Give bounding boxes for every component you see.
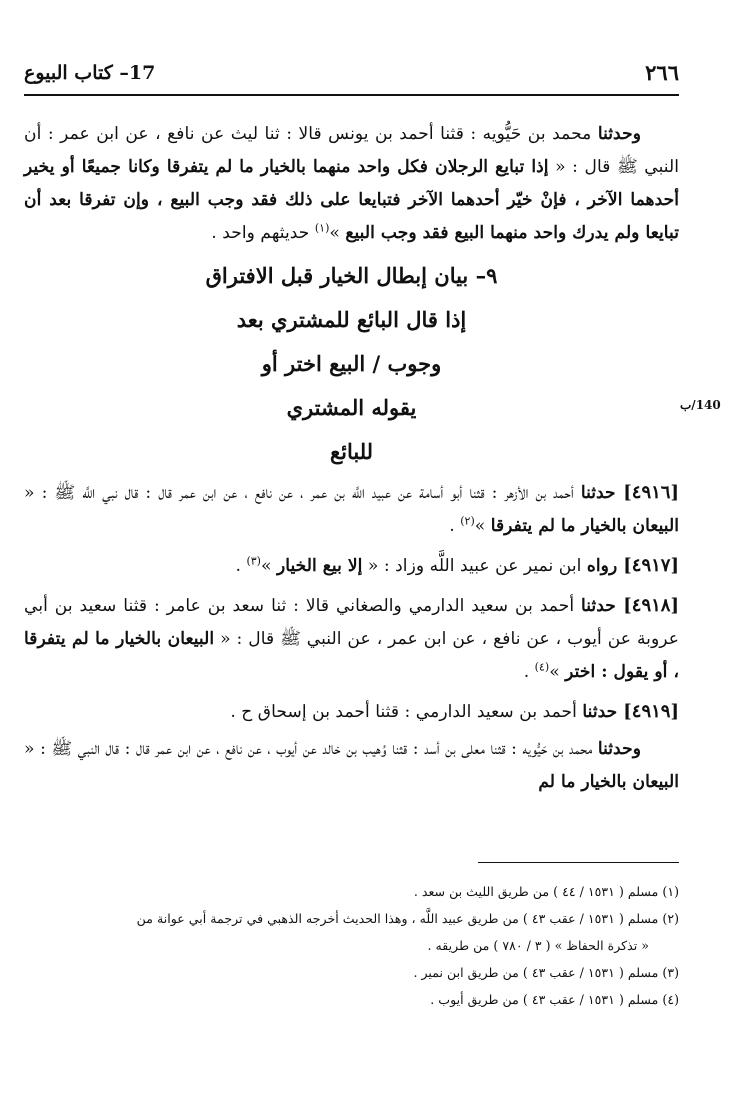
hadith-chain: ابن نمير عن عبيد اللَّه وزاد : « <box>362 556 587 576</box>
hadith-opener: حدثنا <box>582 702 624 722</box>
hadith-opener: حدثنا <box>581 596 624 616</box>
footnote-ref-3: (٣) <box>246 554 261 568</box>
section-heading-line: ٩– بيان إبطال الخيار قبل الافتراق <box>205 263 498 288</box>
intro-close: » <box>329 223 346 243</box>
section-heading-line: يقوله المشتري <box>286 395 417 420</box>
hadith-4919 <box>24 695 679 729</box>
hadith-4918 <box>24 589 679 689</box>
hadith-tail: . <box>235 556 247 576</box>
header-rule <box>24 94 679 96</box>
closing-matn: البيعان بالخيار ما لم <box>538 772 679 792</box>
footnote-continuation: « تذكرة الحفاظ » ( ٣ / ٧٨٠ ) من طريقه . <box>427 938 649 953</box>
footnote: (٢) مسلم ( ١٥٣١ / عقب ٤٣ ) من طريق عبيد اللَّه ، وهذا الحديث أخرجه الذهبي في ترجمة أبي عوانة من <box>136 911 679 926</box>
closing-chain: محمد بن حَيُّويه : قثنا معلى بن أسد : قثنا وُهيب بن خالد عن أيوب ، عن نافع ، عن ابن عمر قال : قال النبي ﷺ : « <box>24 739 598 759</box>
footnote: (٣) مسلم ( ١٥٣١ / عقب ٤٣ ) من طريق ابن نمير . <box>413 965 679 980</box>
footnote: (١) مسلم ( ١٥٣١ / ٤٤ ) من طريق الليث بن سعد . <box>413 884 679 899</box>
hadith-number: [٤٩١٦] <box>623 482 679 503</box>
main-text <box>24 118 679 799</box>
hadith-number: [٤٩١٩] <box>623 701 679 722</box>
hadith-chain: أحمد بن سعيد الدارمي : قثنا أحمد بن إسحاق ح . <box>230 702 583 722</box>
hadith-opener: حدثنا <box>580 483 624 503</box>
intro-chain: محمد بن حَيُّويه : قثنا أحمد بن يونس قالا : ثنا ليث عن نافع ، عن ابن عمر : أن النبي ﷺ قال : « <box>24 124 679 177</box>
intro-paragraph <box>24 118 679 250</box>
running-header <box>24 58 679 94</box>
closing-opener: وحدثنا <box>597 739 641 759</box>
hadith-matn: إلا بيع الخيار <box>276 556 363 576</box>
section-heading-line: إذا قال البائع للمشتري بعد <box>236 307 467 332</box>
section-heading-line: وجوب / البيع اختر أو <box>261 351 442 376</box>
footnote-ref-4: (٤) <box>534 660 550 674</box>
intro-opener: وحدثنا <box>597 124 641 144</box>
section-heading-line: للبائع <box>329 439 374 464</box>
hadith-number: [٤٩١٨] <box>623 595 679 616</box>
footnote-ref-2: (٢) <box>460 514 475 528</box>
hadith-opener: رواه <box>586 556 624 576</box>
closing-paragraph <box>24 733 679 799</box>
hadith-4916 <box>24 476 679 543</box>
hadith-matn: البيعان بالخيار ما لم يتفرقا <box>490 516 679 536</box>
footnotes <box>24 878 679 1013</box>
intro-matn: إذا تبايع الرجلان فكل واحد منهما بالخيار ما لم يتفرقا وكانا جميعًا أو يخير أحدهما الآخر ، فإنْ خيّر أحدهما الآخر فتبايعا على ذلك فقد وجب البيع ، وإن تفرقا بعد أن تبايعا ولم يدرك واحد منهما البيع فقد وجب البيع <box>24 157 679 243</box>
page-number: ٢٦٦ <box>645 60 679 85</box>
hadith-chain: أحمد بن الأزهر : قثنا أبو أسامة عن عبيد اللَّه بن عمر ، عن نافع ، عن ابن عمر قال : قال نبي اللَّه ﷺ : « <box>24 483 581 503</box>
footnote-rule <box>478 862 679 863</box>
hadith-close: » <box>260 556 277 576</box>
manuscript-folio-note: 140/ب <box>680 398 721 412</box>
hadith-number: [٤٩١٧] <box>623 555 679 576</box>
hadith-close: » <box>474 516 491 536</box>
section-heading <box>24 254 679 474</box>
hadith-close: » <box>549 662 566 682</box>
hadith-tail: . <box>449 516 461 536</box>
intro-tail: حديثهم واحد . <box>211 223 315 243</box>
hadith-tail: . <box>523 662 535 682</box>
hadith-matn: البيعان بالخيار ما لم يتفرقا ، أو يقول : اختر <box>24 629 679 682</box>
hadith-chain: أحمد بن سعيد الدارمي والصغاني قالا : ثنا سعد بن عامر : قثنا سعيد بن أبي عروبة عن أيوب ، عن نافع ، عن ابن عمر ، عن النبي ﷺ قال : « <box>24 596 680 649</box>
footnote-ref-1: (١) <box>314 221 330 235</box>
chapter-title: 17– كتاب البيوع <box>24 62 156 84</box>
footnote: (٤) مسلم ( ١٥٣١ / عقب ٤٣ ) من طريق أيوب . <box>430 992 679 1007</box>
hadith-4917 <box>24 549 679 583</box>
